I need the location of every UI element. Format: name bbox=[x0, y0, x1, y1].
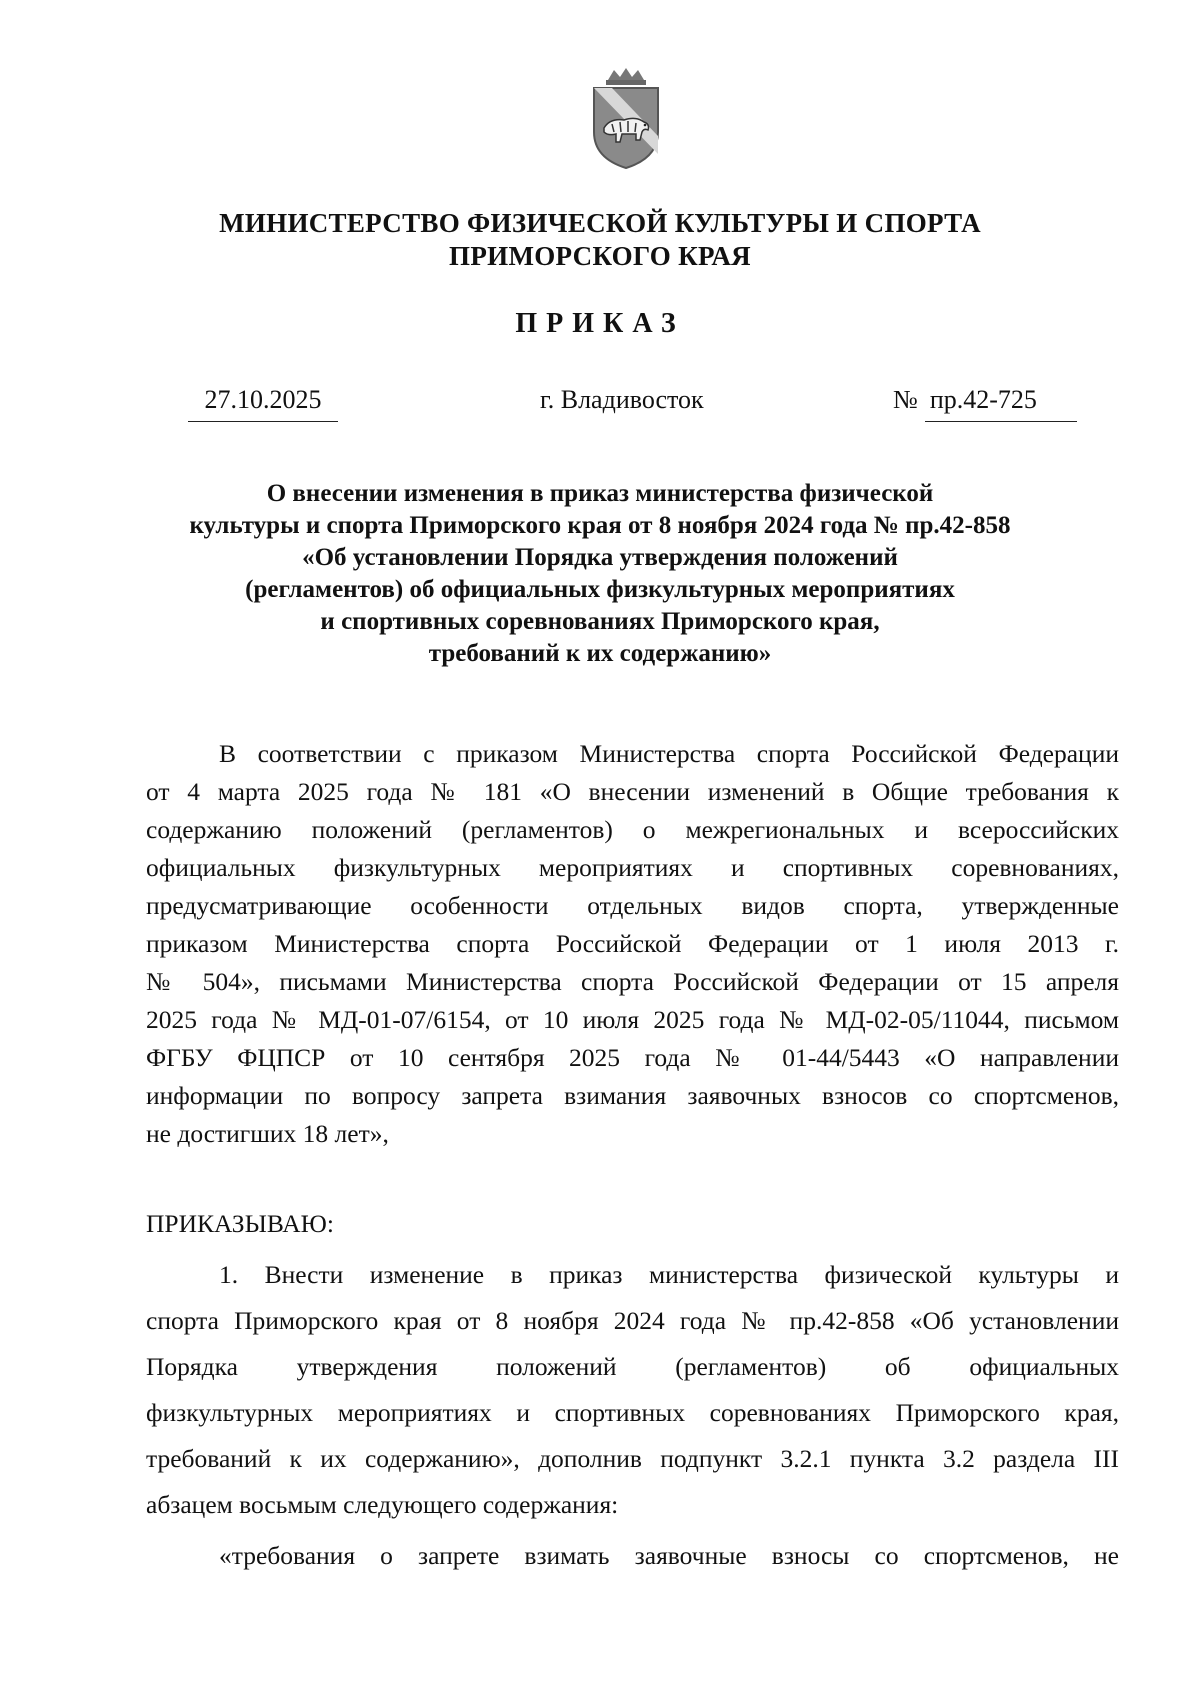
item-1-line: спорта Приморского края от 8 ноября 2024 года № пр.42-858 «Об установлении bbox=[146, 1306, 1119, 1335]
preamble-line: официальных физкультурных мероприятиях и спортивных соревнованиях, bbox=[146, 853, 1119, 882]
item-1-line: 1. Внести изменение в приказ министерства физической культуры и bbox=[219, 1260, 1119, 1289]
number-value: пр.42-725 bbox=[929, 385, 1037, 414]
preamble-line: № 504», письмами Министерства спорта Российской Федерации от 15 апреля bbox=[146, 967, 1119, 996]
quote-paragraph bbox=[146, 1533, 1119, 1579]
number-underline bbox=[925, 421, 1077, 422]
document-date: 27.10.2025 bbox=[204, 385, 322, 414]
item-1-line: требований к их содержанию», дополнив подпункт 3.2.1 пункта 3.2 раздела III bbox=[146, 1444, 1119, 1473]
item-1-line: физкультурных мероприятиях и спортивных соревнованиях Приморского края, bbox=[146, 1398, 1119, 1427]
order-keyword: ПРИКАЗЫВАЮ: bbox=[146, 1209, 334, 1238]
title-line: О внесении изменения в приказ министерства физической bbox=[266, 480, 934, 507]
preamble-paragraph bbox=[146, 735, 1119, 1153]
quote-line: «требования о запрете взимать заявочные взносы со спортсменов, не bbox=[219, 1541, 1119, 1570]
preamble-line: информации по вопросу запрета взимания заявочных взносов со спортсменов, bbox=[146, 1081, 1119, 1110]
preamble-line: В соответствии с приказом Министерства спорта Российской Федерации bbox=[219, 739, 1119, 768]
item-1-line: Порядка утверждения положений (регламентов) об официальных bbox=[146, 1352, 1119, 1381]
preamble-line: 2025 года № МД-01-07/6154, от 10 июля 2025 года № МД-02-05/11044, письмом bbox=[146, 1005, 1119, 1034]
ministry-name-line2: ПРИМОРСКОГО КРАЯ bbox=[449, 241, 751, 271]
title-line: (регламентов) об официальных физкультурных мероприятиях bbox=[245, 576, 955, 603]
document-type-heading: ПРИКАЗ bbox=[515, 308, 685, 339]
coat-of-arms-icon bbox=[588, 66, 664, 170]
title-line: требований к их содержанию» bbox=[428, 640, 772, 667]
preamble-line: от 4 марта 2025 года № 181 «О внесении изменений в Общие требования к bbox=[146, 777, 1119, 806]
preamble-line: приказом Министерства спорта Российской Федерации от 1 июля 2013 г. bbox=[146, 929, 1119, 958]
document-title bbox=[0, 478, 1200, 670]
item-1-paragraph bbox=[146, 1252, 1119, 1528]
preamble-line: не достигших 18 лет», bbox=[146, 1119, 389, 1148]
title-line: «Об установлении Порядка утверждения положений bbox=[302, 544, 898, 571]
document-number bbox=[893, 385, 1037, 415]
title-line: культуры и спорта Приморского края от 8 ноября 2024 года № пр.42-858 bbox=[189, 512, 1011, 539]
document-city: г. Владивосток bbox=[540, 385, 704, 414]
ministry-name-line1: МИНИСТЕРСТВО ФИЗИЧЕСКОЙ КУЛЬТУРЫ И СПОРТА bbox=[219, 208, 981, 238]
preamble-line: предусматривающие особенности отдельных видов спорта, утвержденные bbox=[146, 891, 1119, 920]
preamble-line: содержанию положений (регламентов) о межрегиональных и всероссийских bbox=[146, 815, 1119, 844]
item-1-line: абзацем восьмым следующего содержания: bbox=[146, 1490, 619, 1519]
title-line: и спортивных соревнованиях Приморского края, bbox=[320, 608, 880, 635]
preamble-line: ФГБУ ФЦПСР от 10 сентября 2025 года № 01-44/5443 «О направлении bbox=[146, 1043, 1119, 1072]
date-underline bbox=[188, 421, 338, 422]
number-sign: № bbox=[893, 385, 918, 414]
